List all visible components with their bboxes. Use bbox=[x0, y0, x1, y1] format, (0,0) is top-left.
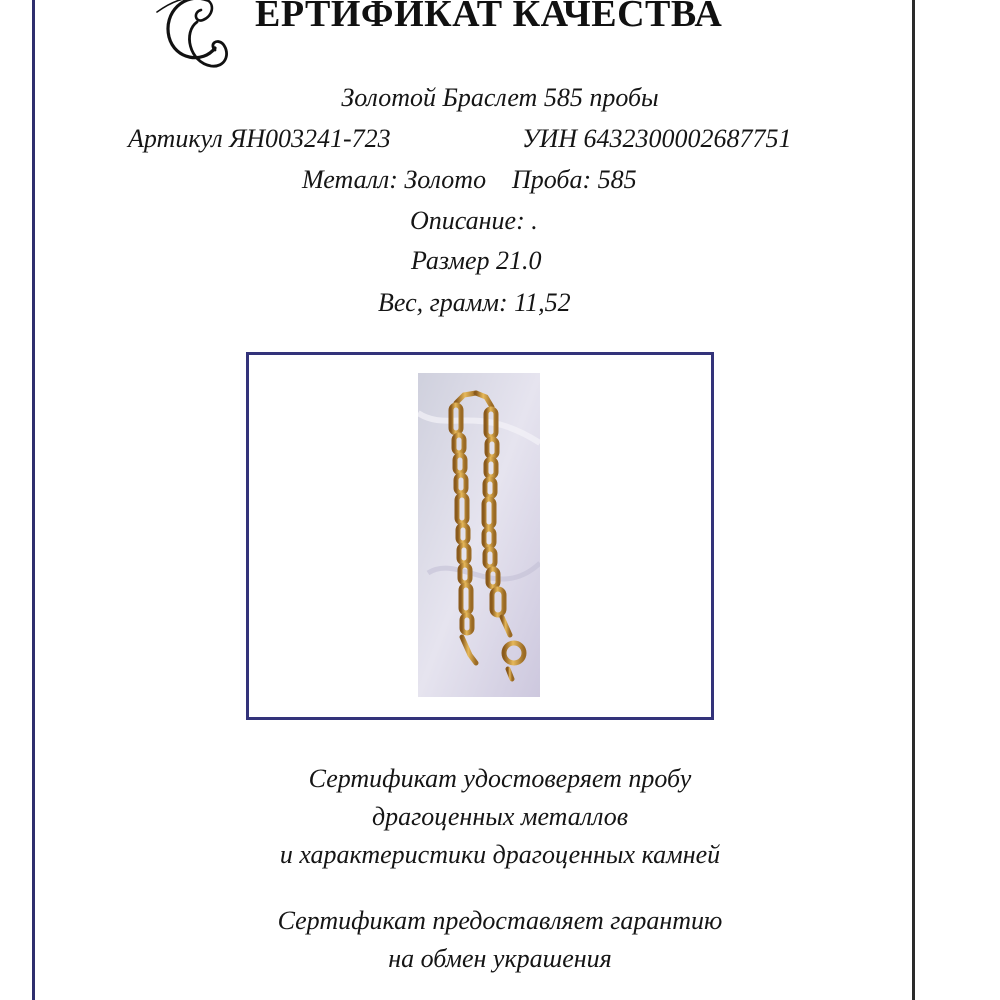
monogram-icon bbox=[145, 0, 255, 77]
article-number: Артикул ЯН003241-723 bbox=[128, 124, 391, 153]
size-field: Размер 21.0 bbox=[411, 246, 542, 275]
footer-line-1: Сертификат удостоверяет пробу bbox=[308, 764, 692, 793]
footer-line-3: и характеристики драгоценных камней bbox=[279, 840, 721, 869]
product-name: Золотой Браслет 585 пробы bbox=[341, 83, 659, 112]
uin-number: УИН 6432300002687751 bbox=[522, 124, 792, 153]
metal-field: Металл: Золото bbox=[302, 165, 487, 194]
bracelet-photo bbox=[418, 373, 540, 697]
footer-line-2: драгоценных металлов bbox=[371, 802, 629, 831]
footer-line-5: на обмен украшения bbox=[388, 944, 612, 973]
footer-line-4: Сертификат предоставляет гарантию bbox=[277, 906, 723, 935]
certificate-title: ЕРТИФИКАТ КАЧЕСТВА bbox=[255, 0, 723, 35]
description-field: Описание: . bbox=[410, 206, 538, 235]
assay-field: Проба: 585 bbox=[512, 165, 637, 194]
weight-field: Вес, грамм: 11,52 bbox=[378, 288, 571, 317]
